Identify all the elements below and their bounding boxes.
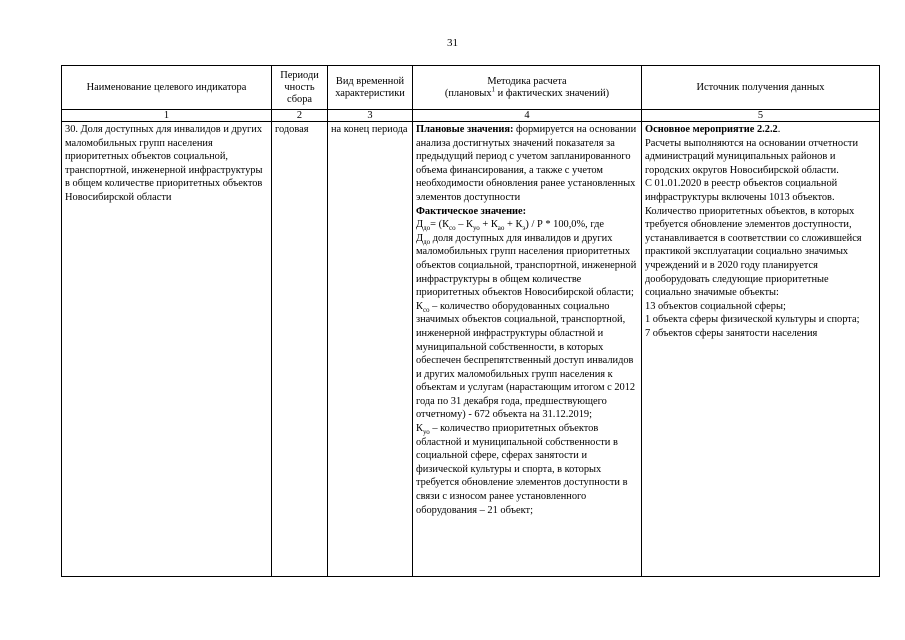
time-characteristic-cell: на конец периода	[328, 122, 413, 577]
indicator-table	[61, 65, 880, 577]
source-paragraph: Количество приоритетных объектов, в которых требуется обновление элементов доступности, устанавливается в соответствии со сложившейся практикой эксплуатации социально значимых учреждений и в 2020 году планируется дооборудовать следующие приоритетные социально значимые объекты:	[645, 205, 862, 299]
source-paragraph: Расчеты выполняются на основании отчетности администраций муниципальных районов и городских округов Новосибирской области.	[645, 137, 859, 176]
header-periodicity: Периоди чность сбора	[272, 66, 328, 110]
fact-label: Фактическое значение:	[416, 205, 527, 217]
list-item: 13 объектов социальной сферы;	[645, 300, 786, 312]
column-number: 4	[413, 110, 642, 122]
column-number: 1	[62, 110, 272, 122]
header-time-characteristic: Вид временной характеристики	[328, 66, 413, 110]
header-method-line2a: (плановых	[444, 87, 492, 99]
header-indicator-name: Наименование целевого индикатора	[62, 66, 272, 110]
page-number: 31	[447, 37, 458, 49]
plan-text: формируется на основании анализа достигнутых значений показателя за предыдущий период с учетом запланированного объема финансирования, а также с учетом необходимости обновления ранее установленных элементов доступности	[416, 124, 637, 203]
list-item: 7 объектов сферы занятости населения	[645, 327, 818, 339]
column-number: 3	[328, 110, 413, 122]
table-row	[62, 122, 880, 577]
indicator-name-cell: 30. Доля доступных для инвалидов и других маломобильных групп населения приоритетных объектов социальной, транспортной, инженерной инфраструктуры в общем количестве приоритетных объектов Новосибирской области	[62, 122, 272, 577]
column-number: 5	[642, 110, 880, 122]
source-cell	[642, 122, 880, 577]
column-number: 2	[272, 110, 328, 122]
d-definition: $Д_{до}$ доля доступных для инвалидов и других маломобильных групп населения приоритетных объектов социальной, транспортной, инженерной инфраструктуры в общем количестве приоритетных объектов Новосибирской области;	[416, 232, 637, 299]
source-title: Основное мероприятие 2.2.2.	[645, 124, 781, 135]
method-cell	[413, 122, 642, 577]
column-number-row	[62, 110, 880, 122]
header-method-line2b: и фактических значений)	[495, 87, 610, 99]
plan-paragraph	[416, 123, 638, 205]
header-method-line1: Методика расчета	[487, 75, 567, 87]
source-paragraph: С 01.01.2020 в реестр объектов социальной инфраструктуры включены 1013 объектов.	[645, 178, 838, 203]
kuo-definition: $К_{уо}$ – количество приоритетных объектов областной и муниципальной собственности в социальной сфере, сферах занятости и физической культуры и спорта, в которых требуется обновление элементов доступности в связи с износом ранее установленного оборудования – 21 объект;	[416, 423, 628, 516]
header-source: Источник получения данных	[642, 66, 880, 110]
plan-label: Плановые значения:	[416, 124, 514, 135]
periodicity-cell: годовая	[272, 122, 328, 577]
formula: $Д_{до}= (К_{со} - К_{уо} + К_{ао} + К_э) / Р * 100,0\%$, где	[416, 219, 604, 233]
kso-definition: $К_{со}$ – количество оборудованных социально значимых объектов социальной, транспортной, инженерной инфраструктуры областной и муниципальной собственности, в которых обеспечен беспрепятственный доступ инвалидов и других маломобильных групп населения к объектам и услугам (нарастающим итогом с 2012 года по 31 декабря года, предшествующего отчетному) - 672 объекта на 31.12.2019;	[416, 300, 636, 421]
list-item: 1 объекта сферы физической культуры и спорта;	[645, 314, 860, 326]
header-row	[62, 66, 880, 110]
header-method	[413, 66, 642, 110]
footnote-marker: 1	[491, 85, 496, 94]
